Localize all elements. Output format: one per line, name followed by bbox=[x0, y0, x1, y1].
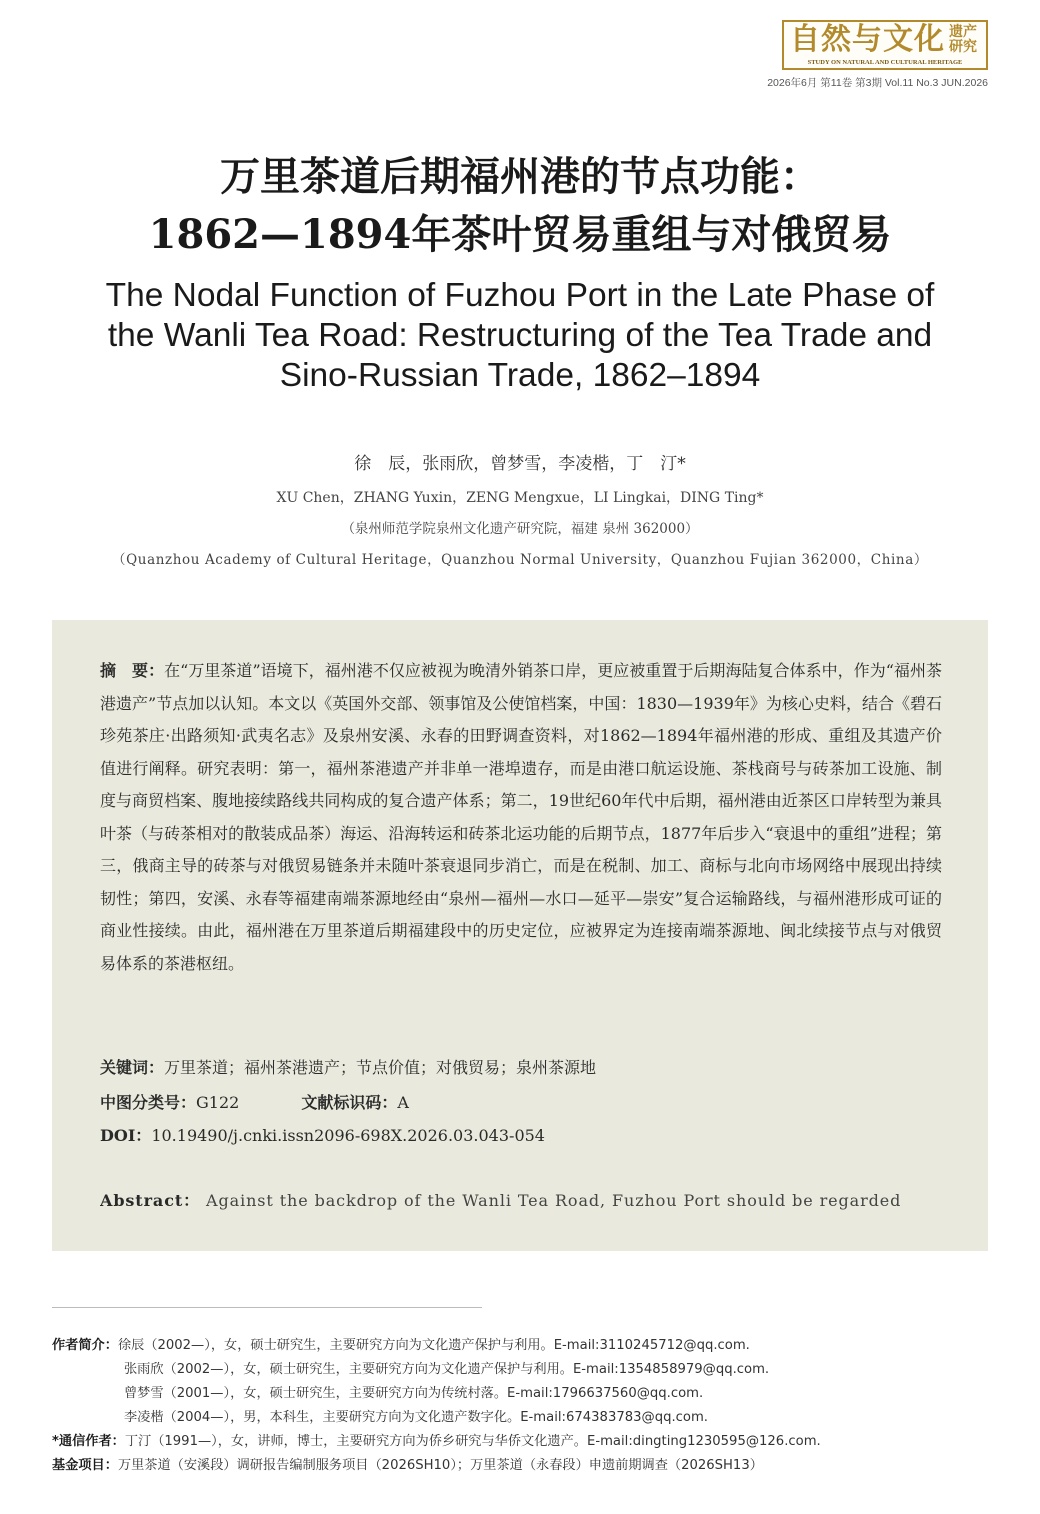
logo-main-text: 自然与文化 bbox=[790, 22, 945, 57]
abstract-label: 摘 要： bbox=[100, 661, 165, 680]
logo-side-text bbox=[945, 25, 981, 55]
logo-english-text: STUDY ON NATURAL AND CULTURAL HERITAGE bbox=[807, 59, 963, 66]
affiliation-english: （Quanzhou Academy of Cultural Heritage，Quanzhou Normal University，Quanzhou Fujian 362000，China） bbox=[112, 552, 928, 568]
journal-logo bbox=[782, 20, 988, 70]
corresponding-label: *通信作者： bbox=[52, 1434, 125, 1449]
abstract-english-label: Abstract： bbox=[100, 1191, 201, 1210]
abstract-box bbox=[52, 620, 988, 1251]
title-chinese-line-1: 万里茶道后期福州港的节点功能： bbox=[220, 153, 820, 200]
funding-note bbox=[52, 1454, 992, 1478]
title-chinese-line-2: 1862—1894年茶叶贸易重组与对俄贸易 bbox=[148, 211, 892, 258]
doi-row bbox=[100, 1123, 545, 1146]
classification-row bbox=[100, 1090, 409, 1113]
title-english-line-2: the Wanli Tea Road: Restructuring of the Tea Trade and bbox=[107, 317, 933, 354]
author-note-label: 作者简介： bbox=[52, 1338, 118, 1353]
author-note-1 bbox=[52, 1334, 992, 1358]
title-english bbox=[30, 276, 1010, 396]
keywords-text: 万里茶道；福州茶港遗产；节点价值；对俄贸易；泉州茶源地 bbox=[164, 1058, 597, 1077]
doc-code-label: 文献标识码： bbox=[301, 1093, 398, 1112]
authors-english: XU Chen，ZHANG Yuxin，ZENG Mengxue，LI Lingkai，DING Ting* bbox=[276, 490, 764, 506]
clc-label: 中图分类号： bbox=[100, 1093, 197, 1112]
logo-side-line-2: 研究 bbox=[949, 39, 977, 55]
author-note-text: 徐辰（2002—），女，硕士研究生，主要研究方向为文化遗产保护与利用。E-mail:3110245712@qq.com. bbox=[117, 1338, 750, 1353]
abstract-chinese bbox=[100, 655, 942, 980]
abstract-english bbox=[100, 1188, 942, 1211]
title-chinese bbox=[0, 148, 1040, 264]
doi-label: DOI： bbox=[100, 1126, 152, 1145]
title-english-line-3: Sino-Russian Trade, 1862–1894 bbox=[279, 357, 761, 394]
keywords-label: 关键词： bbox=[100, 1058, 165, 1077]
funding-text: 万里茶道（安溪段）调研报告编制服务项目（2026SH10）；万里茶道（永春段）申遗前期调查（2026SH13） bbox=[117, 1458, 763, 1473]
abstract-english-text: Against the backdrop of the Wanli Tea Road, Fuzhou Port should be regarded bbox=[206, 1191, 902, 1210]
keywords-row bbox=[100, 1055, 596, 1078]
funding-label: 基金项目： bbox=[52, 1458, 118, 1473]
author-note-3: 曾梦雪（2001—），女，硕士研究生，主要研究方向为传统村落。E-mail:1796637560@qq.com. bbox=[124, 1386, 704, 1401]
authors-chinese: 徐 辰，张雨欣，曾梦雪，李凌楷，丁 汀* bbox=[354, 454, 686, 474]
footnote-divider bbox=[52, 1307, 482, 1308]
title-english-line-1: The Nodal Function of Fuzhou Port in the Late Phase of bbox=[105, 277, 935, 314]
issue-line: 2026年6月 第11卷 第3期 Vol.11 No.3 JUN.2026 bbox=[767, 77, 988, 89]
author-note-2: 张雨欣（2002—），女，硕士研究生，主要研究方向为文化遗产保护与利用。E-mail:1354858979@qq.com. bbox=[124, 1362, 770, 1377]
affiliation-chinese: （泉州师范学院泉州文化遗产研究院，福建 泉州 362000） bbox=[341, 521, 699, 537]
footnotes bbox=[52, 1334, 992, 1478]
clc-value: G122 bbox=[196, 1093, 240, 1112]
logo-side-line-1: 遗产 bbox=[949, 24, 977, 40]
corresponding-author-note bbox=[52, 1430, 992, 1454]
doc-code-value: A bbox=[397, 1093, 409, 1112]
author-note-4: 李凌楷（2004—），男，本科生，主要研究方向为文化遗产数字化。E-mail:674383783@qq.com. bbox=[124, 1410, 708, 1425]
corresponding-text: 丁汀（1991—），女，讲师，博士，主要研究方向为侨乡研究与华侨文化遗产。E-mail:dingting1230595@126.com. bbox=[124, 1434, 821, 1449]
doi-value: 10.19490/j.cnki.issn2096-698X.2026.03.043-054 bbox=[151, 1126, 545, 1145]
abstract-text: 在“万里茶道”语境下，福州港不仅应被视为晚清外销茶口岸，更应被重置于后期海陆复合体系中，作为“福州茶港遗产”节点加以认知。本文以《英国外交部、领事馆及公使馆档案，中国：1830—1939年》为核心史料，结合《碧石珍苑茶庄·出路须知·武夷名志》及泉州安溪、永春的田野调查资料，对1862—1894年福州港的形成、重组及其遗产价值进行阐释。研究表明：第一，福州茶港遗产并非单一港埠遗存，而是由港口航运设施、茶栈商号与砖茶加工设施、制度与商贸档案、腹地接续路线共同构成的复合遗产体系；第二，19世纪60年代中后期，福州港由近茶区口岸转型为兼具叶茶（与砖茶相对的散装成品茶）海运、沿海转运和砖茶北运功能的后期节点，1877年后步入“衰退中的重组”进程；第三，俄商主导的砖茶与对俄贸易链条并未随叶茶衰退同步消亡，而是在税制、加工、商标与北向市场网络中展现出持续韧性；第四，安溪、永春等福建南端茶源地经由“泉州—福州—水口—延平—崇安”复合运输路线，与福州港形成可证的商业性接续。由此，福州港在万里茶道后期福建段中的历史定位，应被界定为连接南端茶源地、闽北续接节点与对俄贸易体系的茶港枢纽。 bbox=[100, 661, 942, 973]
